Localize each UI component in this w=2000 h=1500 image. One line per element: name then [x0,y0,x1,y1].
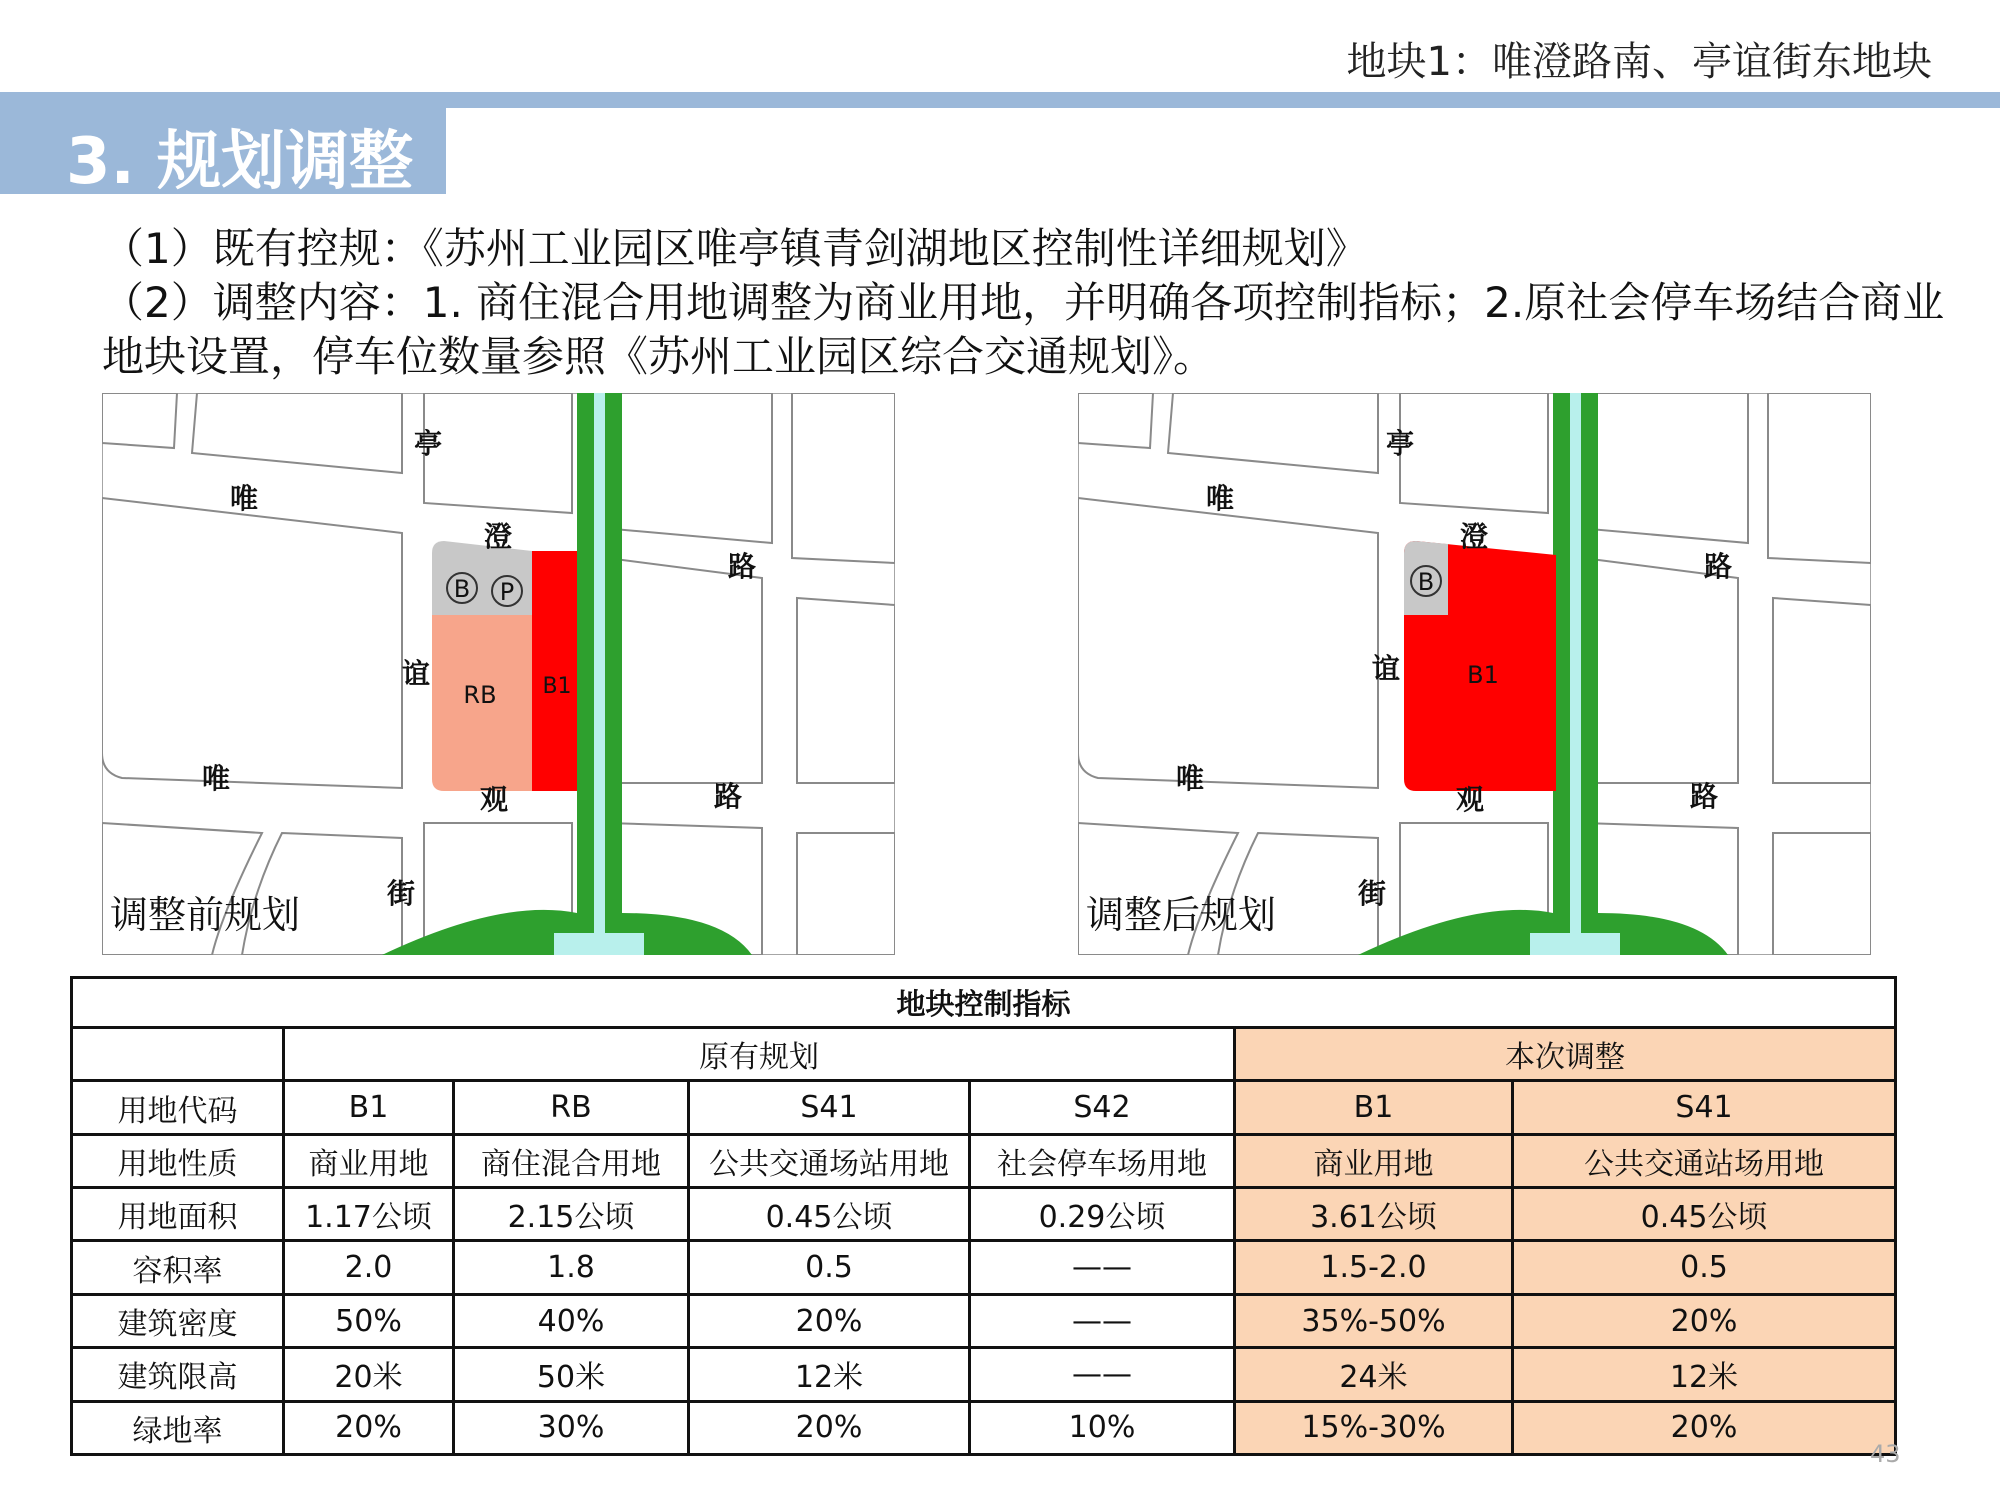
table-cell: 商住混合用地 [454,1134,689,1187]
slide-subtitle: 地块1：唯澄路南、亭谊街东地块 [1346,39,1932,85]
table-cell: S42 [970,1081,1235,1134]
road-char-yi: 谊 [1372,652,1401,685]
table-cell: 1.5-2.0 [1235,1241,1513,1294]
table-cell: 2.15公顷 [454,1188,689,1241]
road-char-ting: 亭 [414,427,443,460]
badge-p-label: P [499,578,515,606]
road-char-wei-2: 唯 [1176,762,1205,795]
table-cell: 24米 [1235,1348,1513,1401]
road-char-lu: 路 [728,550,757,583]
table-row [72,1348,1896,1401]
map-after-adjustment [1078,393,1871,955]
table-cell: —— [970,1348,1235,1401]
row-label: 用地性质 [72,1134,284,1187]
table-cell: 35%-50% [1235,1294,1513,1347]
table-cell: 20% [689,1401,970,1454]
table-cell: S41 [1513,1081,1896,1134]
parcel-b1-label: B1 [542,674,572,699]
road-char-cheng: 澄 [1460,520,1489,553]
road-char-lu: 路 [1704,550,1733,583]
badge-b-label: B [1417,568,1435,596]
parcel-b1-commercial [532,551,577,791]
table-cell: 0.45公顷 [1513,1188,1896,1241]
river-mouth [554,933,644,955]
group-adjusted-plan: 本次调整 [1235,1027,1896,1080]
road-char-wei: 唯 [1206,482,1235,515]
river [594,393,605,955]
table-cell: —— [970,1241,1235,1294]
table-cell: 0.5 [1513,1241,1896,1294]
table-title: 地块控制指标 [72,978,1896,1028]
road-char-yi: 谊 [402,657,431,690]
table-cell: B1 [1235,1081,1513,1134]
group-original-plan: 原有规划 [284,1027,1235,1080]
road-char-jie: 街 [1358,877,1387,910]
table-cell: 12米 [1513,1348,1896,1401]
row-label: 建筑限高 [72,1348,284,1401]
table-cell: 2.0 [284,1241,454,1294]
table-cell: 1.8 [454,1241,689,1294]
road-char-wei-2: 唯 [202,762,231,795]
river [1570,393,1581,955]
intro-text [102,222,1982,384]
table-cell: 15%-30% [1235,1401,1513,1454]
row-label: 绿地率 [72,1401,284,1454]
road-char-guan: 观 [1456,783,1485,816]
road-char-lu-2: 路 [714,780,743,813]
table-cell: 20% [689,1294,970,1347]
row-label: 用地面积 [72,1188,284,1241]
table-cell: 10% [970,1401,1235,1454]
table-cell: RB [454,1081,689,1134]
table-cell: 社会停车场用地 [970,1134,1235,1187]
row-label: 容积率 [72,1241,284,1294]
parcel-rb-label: RB [463,681,497,709]
table-row [72,1401,1896,1454]
parcel-s41-transit [432,541,532,615]
table-cell: 商业用地 [1235,1134,1513,1187]
road-char-jie: 街 [387,877,416,910]
table-cell: 公共交通站场用地 [1513,1134,1896,1187]
road-char-wei: 唯 [230,482,259,515]
map-caption: 调整前规划 [110,893,301,937]
table-cell: 50米 [454,1348,689,1401]
table-cell: 1.17公顷 [284,1188,454,1241]
table-cell: 公共交通场站用地 [689,1134,970,1187]
row-label: 建筑密度 [72,1294,284,1347]
table-cell: 商业用地 [284,1134,454,1187]
table-cell: 50% [284,1294,454,1347]
map-before-adjustment [102,393,895,955]
section-title: 3. 规划调整 [66,125,414,199]
table-cell: 20% [1513,1294,1896,1347]
table-cell: —— [970,1294,1235,1347]
table-row [72,1134,1896,1187]
table-cell: 20% [1513,1401,1896,1454]
road-char-ting: 亭 [1386,427,1415,460]
intro-line-existing-plan: （1）既有控规：《苏州工业园区唯亭镇青剑湖地区控制性详细规划》 [102,224,1368,273]
table-cell: 0.45公顷 [689,1188,970,1241]
table-cell: 0.29公顷 [970,1188,1235,1241]
table-row [72,1188,1896,1241]
table-corner-cell [72,1027,284,1080]
header-bar [0,92,2000,108]
row-label: 用地代码 [72,1081,284,1134]
table-cell: B1 [284,1081,454,1134]
control-indicator-table [70,976,1897,1456]
table-cell: S41 [689,1081,970,1134]
table-group-row [72,1027,1896,1080]
table-cell: 30% [454,1401,689,1454]
road-char-lu-2: 路 [1690,780,1719,813]
page-number: 43 [1870,1440,1901,1468]
table-cell: 20% [284,1401,454,1454]
table-row [72,1081,1896,1134]
table-row [72,1294,1896,1347]
road-char-guan: 观 [480,783,509,816]
road-char-cheng: 澄 [484,520,513,553]
table-cell: 12米 [689,1348,970,1401]
table-title-row [72,978,1896,1028]
table-cell: 3.61公顷 [1235,1188,1513,1241]
intro-line-adjustment: （2）调整内容：1. 商住混合用地调整为商业用地，并明确各项控制指标；2.原社会停车场结合商业地块设置，停车位数量参照《苏州工业园区综合交通规划》。 [102,278,1945,381]
table-cell: 0.5 [689,1241,970,1294]
badge-b-label: B [453,575,471,603]
table-cell: 20米 [284,1348,454,1401]
map-caption: 调整后规划 [1086,893,1277,937]
table-row [72,1241,1896,1294]
parcel-b1-label: B1 [1467,661,1499,689]
table-cell: 40% [454,1294,689,1347]
river-mouth [1530,933,1620,955]
